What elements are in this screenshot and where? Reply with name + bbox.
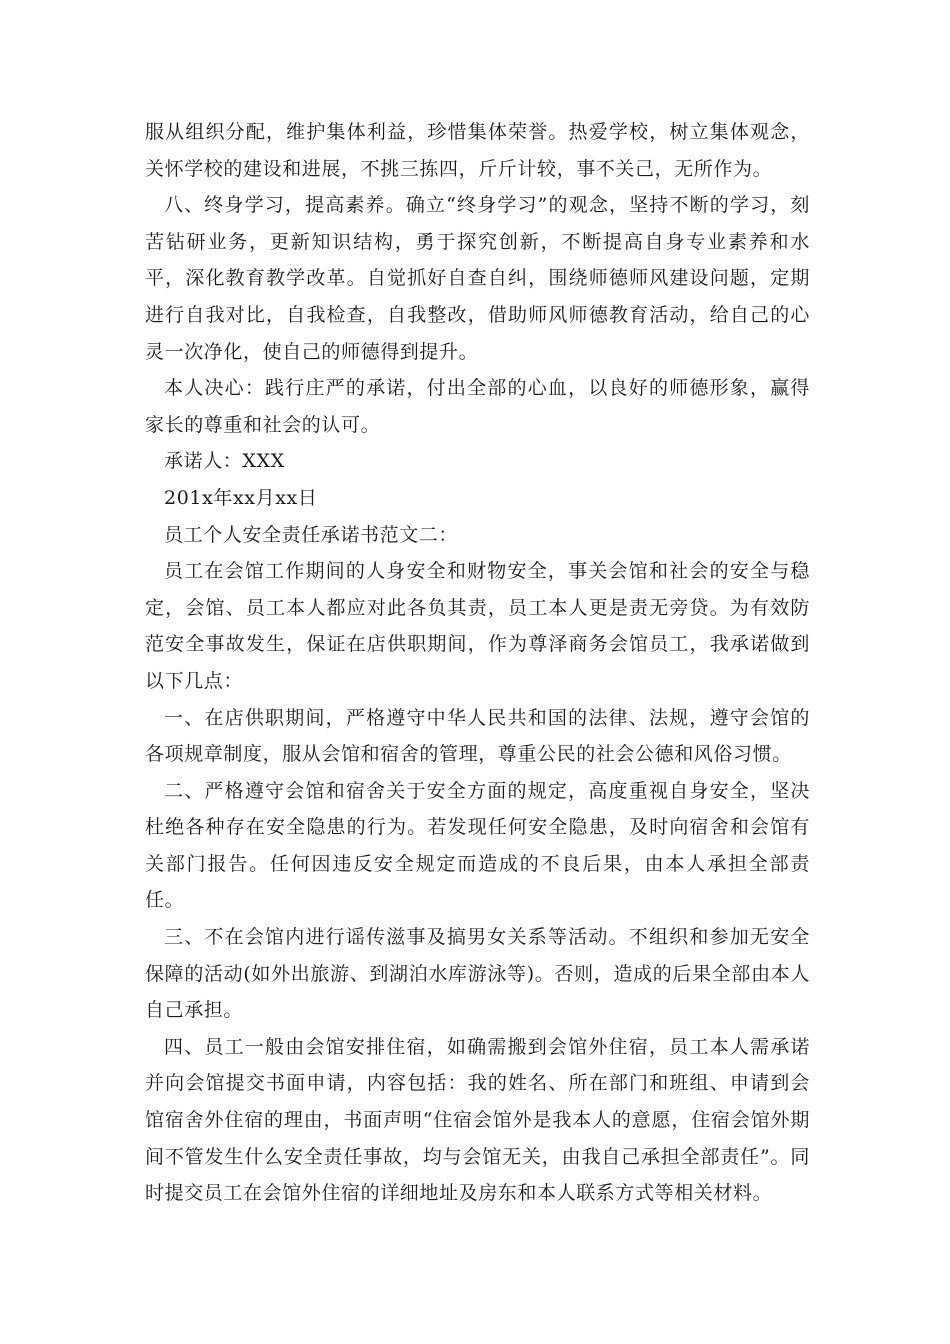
paragraph-item-1: 一、在店供职期间，严格遵守中华人民共和国的法律、法规，遵守会馆的各项规章制度，服从会馆和宿舍的管理，尊重公民的社会公德和风俗习惯。	[145, 706, 810, 766]
paragraph-resolution: 本人决心：践行庄严的承诺，付出全部的心血，以良好的师德形象，赢得家长的尊重和社会的认可。	[145, 377, 810, 436]
date-line: 201x年xx月xx日	[164, 486, 318, 509]
paragraph-intro: 员工在会馆工作期间的人身安全和财物安全，事关会馆和社会的安全与稳定，会馆、员工本人都应对此各负其责，员工本人更是责无旁贷。为有效防范安全事故发生，保证在店供职期间，作为尊泽商务会馆员工，我承诺做到以下几点：	[145, 560, 810, 692]
paragraph-continuation: 服从组织分配，维护集体利益，珍惜集体荣誉。热爱学校，树立集体观念，关怀学校的建设和进展，不挑三拣四，斤斤计较，事不关己，无所作为。	[145, 121, 810, 180]
paragraph-item-2: 二、严格遵守会馆和宿舍关于安全方面的规定，高度重视自身安全，坚决杜绝各种存在安全隐患的行为。若发现任何安全隐患，及时向宿舍和会馆有关部门报告。任何因违反安全规定而造成的不良后果，由本人承担全部责任。	[145, 779, 810, 912]
document-body	[145, 114, 810, 1212]
paragraph-item-4: 四、员工一般由会馆安排住宿，如确需搬到会馆外住宿，员工本人需承诺并向会馆提交书面申请，内容包括：我的姓名、所在部门和班组、申请到会馆宿舍外住宿的理由，书面声明“住宿会馆外是我本人的意愿，住宿会馆外期间不管发生什么安全责任事故，均与会馆无关，由我自己承担全部责任”。同时提交员工在会馆外住宿的详细地址及房东和本人联系方式等相关材料。	[145, 1035, 810, 1205]
section-heading: 员工个人安全责任承诺书范文二：	[164, 523, 459, 546]
signatory-line: 承诺人：XXX	[164, 450, 285, 473]
paragraph-item-3: 三、不在会馆内进行谣传滋事及搞男女关系等活动。不组织和参加无安全保障的活动(如外出旅游、到湖泊水库游泳等)。否则，造成的后果全部由本人自己承担。	[145, 926, 810, 1022]
paragraph-lifelong-learning: 八、终身学习，提高素养。确立“终身学习”的观念，坚持不断的学习，刻苦钻研业务，更新知识结构，勇于探究创新，不断提高自身专业素养和水平，深化教育教学改革。自觉抓好自查自纠，围绕师德师风建设问题，定期进行自我对比，自我检查，自我整改，借助师风师德教育活动，给自己的心灵一次净化，使自己的师德得到提升。	[145, 194, 810, 363]
